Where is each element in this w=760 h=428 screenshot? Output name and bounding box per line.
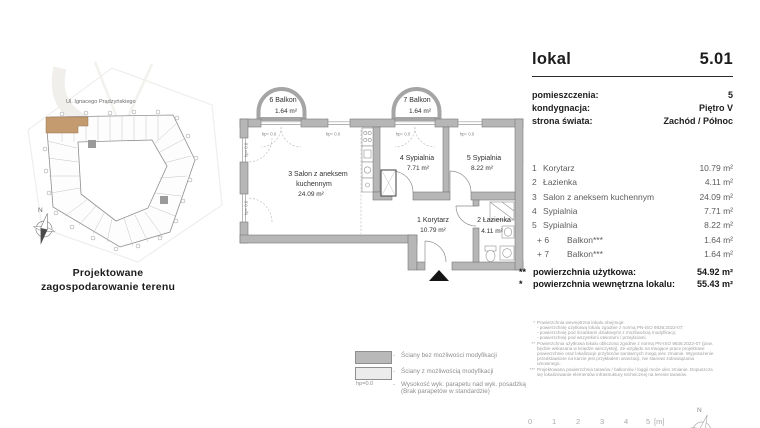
svg-text:hp= 0.0: hp= 0.0 — [243, 200, 249, 216]
corridor-name: 1 Korytarz — [417, 217, 449, 224]
caption-line1: Projektowane — [72, 267, 144, 279]
salon-line1: 3 Salon z aneksem — [288, 171, 348, 178]
table-row — [532, 175, 733, 189]
info-row-floor — [532, 102, 733, 115]
area-totals — [519, 266, 733, 291]
table-row — [532, 161, 733, 175]
room-list-rule — [523, 163, 524, 259]
header-divider — [532, 76, 733, 77]
room-name: Sypialnia — [543, 220, 578, 231]
compass-north-label: N — [697, 407, 702, 414]
total-marker: ** — [519, 267, 527, 277]
kitchen-fixtures — [362, 128, 373, 192]
balcony6-name: 6 Balkon — [269, 97, 297, 104]
dashed-lines — [248, 127, 435, 234]
unit-header — [532, 50, 733, 69]
compass-north-label: N — [38, 207, 43, 214]
room-area: 8.22 m² — [704, 220, 733, 231]
info-value: Piętro V — [698, 103, 733, 114]
room-name: Salon z aneksem kuchennym — [543, 191, 655, 202]
footnote-marker: * — [533, 320, 535, 325]
info-label: kondygnacja: — [532, 103, 591, 114]
legend-label-fixed-walls: Ściany bez możliwości modyfikacji — [401, 352, 497, 359]
legend-separator: - — [393, 368, 396, 375]
stair-core — [88, 140, 96, 148]
room-list — [532, 161, 733, 261]
room-name: Łazienka — [543, 177, 578, 188]
hp-labels — [244, 132, 475, 216]
total-marker: * — [519, 279, 523, 290]
stair-core — [160, 196, 168, 204]
footnote-line: Powierzchnia wewnętrzna lokalu obejmuje: — [537, 320, 625, 325]
legend-swatch-fixed-walls — [355, 351, 392, 364]
svg-text:hp= 0.0: hp= 0.0 — [459, 131, 475, 137]
bedroom4-area: 7.71 m² — [406, 165, 430, 172]
info-row-rooms-count — [532, 89, 733, 102]
entrance-arrow — [429, 270, 449, 281]
scale-tick: 2 — [576, 417, 581, 426]
room-name: Balkon*** — [567, 249, 603, 260]
room-no: 1 — [532, 163, 537, 173]
room-name: Balkon*** — [567, 234, 603, 245]
footnote-line: - powierzchnię pod wszystkimi otworami / przejściami. — [537, 335, 647, 340]
room-no: 2 — [532, 177, 537, 188]
footnote-1 — [533, 320, 715, 340]
table-row — [532, 204, 733, 218]
room-area: 7.71 m² — [704, 206, 733, 217]
salon-area: 24.09 m² — [298, 191, 324, 198]
info-value: Zachód / Północ — [663, 116, 733, 127]
total-value: 55.43 m² — [696, 279, 733, 290]
scale-tick: 5 — [646, 417, 651, 426]
floor-plan — [238, 80, 538, 288]
legend-hp-symbol: hp=0.0 — [356, 381, 374, 387]
room-no: + 6 — [537, 234, 550, 245]
compass-icon — [686, 411, 717, 428]
legend-hp-description — [401, 381, 526, 395]
legend-label-modifiable-walls: Ściany z możliwością modyfikacji — [401, 368, 494, 375]
scale-tick: 1 — [552, 417, 557, 426]
room-no: 3 — [532, 191, 537, 202]
room-area: 10.79 m² — [699, 163, 733, 173]
corridor-area: 10.79 m² — [420, 227, 446, 234]
footnote-text: Powierzchnia użytkowa lokalu obliczona zgodnie z normą PN-ISO 9836:2022-07 (pow. będzie wskazana w księdze wieczystej). Ze względu na trwające prace projektowe powierzchnie oraz lokalizacje przyborów sanitarnych mogą ulec zmianie. Wyposażenie przedstawione na karcie jest przykładem aranżacji, nie stanowi zobowiązania umownego. — [537, 341, 714, 366]
bathroom-area: 4.11 m² — [481, 228, 503, 235]
room-name: Sypialnia — [543, 206, 578, 217]
room-no: 4 — [532, 206, 537, 217]
compass-icon — [30, 211, 58, 247]
svg-text:hp= 0.0: hp= 0.0 — [243, 142, 249, 158]
svg-text:hp= 0.0: hp= 0.0 — [325, 131, 341, 137]
bedroom4-name: 4 Sypialnia — [399, 155, 435, 162]
total-label: powierzchnia użytkowa: — [533, 267, 637, 277]
legend-separator: - — [393, 381, 396, 388]
legend-swatch-modifiable-walls — [355, 367, 392, 380]
bedroom5-name: 5 Sypialnia — [466, 155, 502, 162]
street-label: Ul. Ignacego Prądzyńskiego — [66, 99, 136, 105]
info-label: strona świata: — [532, 116, 593, 127]
unit-header-label: lokal — [532, 50, 572, 68]
legend-hp-line1: Wysokość wyk. parapetu nad wyk. posadzką — [401, 381, 526, 388]
footnotes — [529, 320, 715, 378]
caption-line2: zagospodarowanie terenu — [40, 281, 176, 293]
total-label: powierzchnia wewnętrzna lokalu: — [533, 279, 676, 290]
room-no: 5 — [532, 220, 537, 231]
info-row-orientation — [532, 115, 733, 128]
unit-info — [532, 89, 733, 129]
salon-line2: kuchennym — [296, 181, 332, 188]
total-usable-area — [519, 266, 733, 278]
legend-hp-line2: (Brak parapetów w standardzie) — [401, 388, 490, 395]
table-row — [532, 233, 733, 247]
bedroom5-area: 8.22 m² — [470, 165, 494, 172]
svg-text:hp= 0.0: hp= 0.0 — [261, 131, 277, 137]
footnote-marker: *** — [529, 367, 535, 372]
footnote-2 — [531, 341, 715, 366]
legend-separator: - — [393, 352, 396, 359]
total-value: 54.92 m² — [696, 267, 733, 277]
table-row — [532, 247, 733, 261]
balcony6-area: 1.64 m² — [274, 108, 298, 115]
info-label: pomieszczenia: — [532, 90, 599, 100]
footnote-3 — [529, 367, 715, 377]
wardrobe — [381, 170, 396, 196]
footnote-text: Projektowana powierzchnia tarasów / balkonów / loggii może ulec zmianie. Dopuszcza się lokalizowanie elementów infrastruktury technicznej na terenie tarasów. — [537, 367, 713, 377]
balcony7-area: 1.64 m² — [408, 108, 432, 115]
room-area: 1.64 m² — [704, 234, 733, 245]
info-value: 5 — [727, 90, 733, 100]
footnote-line: - powierzchnię użytkową lokalu zgodnie z normą PN-ISO 9836:2022-07; — [537, 325, 684, 330]
room-area: 4.11 m² — [704, 177, 733, 188]
room-area: 24.09 m² — [699, 191, 733, 202]
table-row — [532, 218, 733, 232]
room-name: Korytarz — [543, 163, 575, 173]
site-plan-caption — [12, 266, 204, 294]
scale-tick: 3 — [600, 417, 605, 426]
room-area: 1.64 m² — [704, 249, 733, 260]
scale-tick: 4 — [624, 417, 629, 426]
room-no: + 7 — [537, 249, 550, 260]
balcony7-name: 7 Balkon — [403, 97, 431, 104]
scale-tick: 0 — [528, 417, 533, 426]
plan-compass — [682, 404, 724, 428]
svg-text:hp= 0.0: hp= 0.0 — [395, 131, 411, 137]
total-internal-area — [519, 278, 733, 290]
scale-unit: [m] — [654, 417, 665, 426]
footnote-line: - powierzchnię pod ściankami działowymi z możliwością modyfikacji; — [537, 330, 676, 335]
bathroom-name: 2 Łazienka — [477, 217, 511, 224]
footnote-marker: ** — [531, 341, 535, 346]
unit-number: 5.01 — [699, 50, 733, 68]
table-row — [532, 190, 733, 204]
